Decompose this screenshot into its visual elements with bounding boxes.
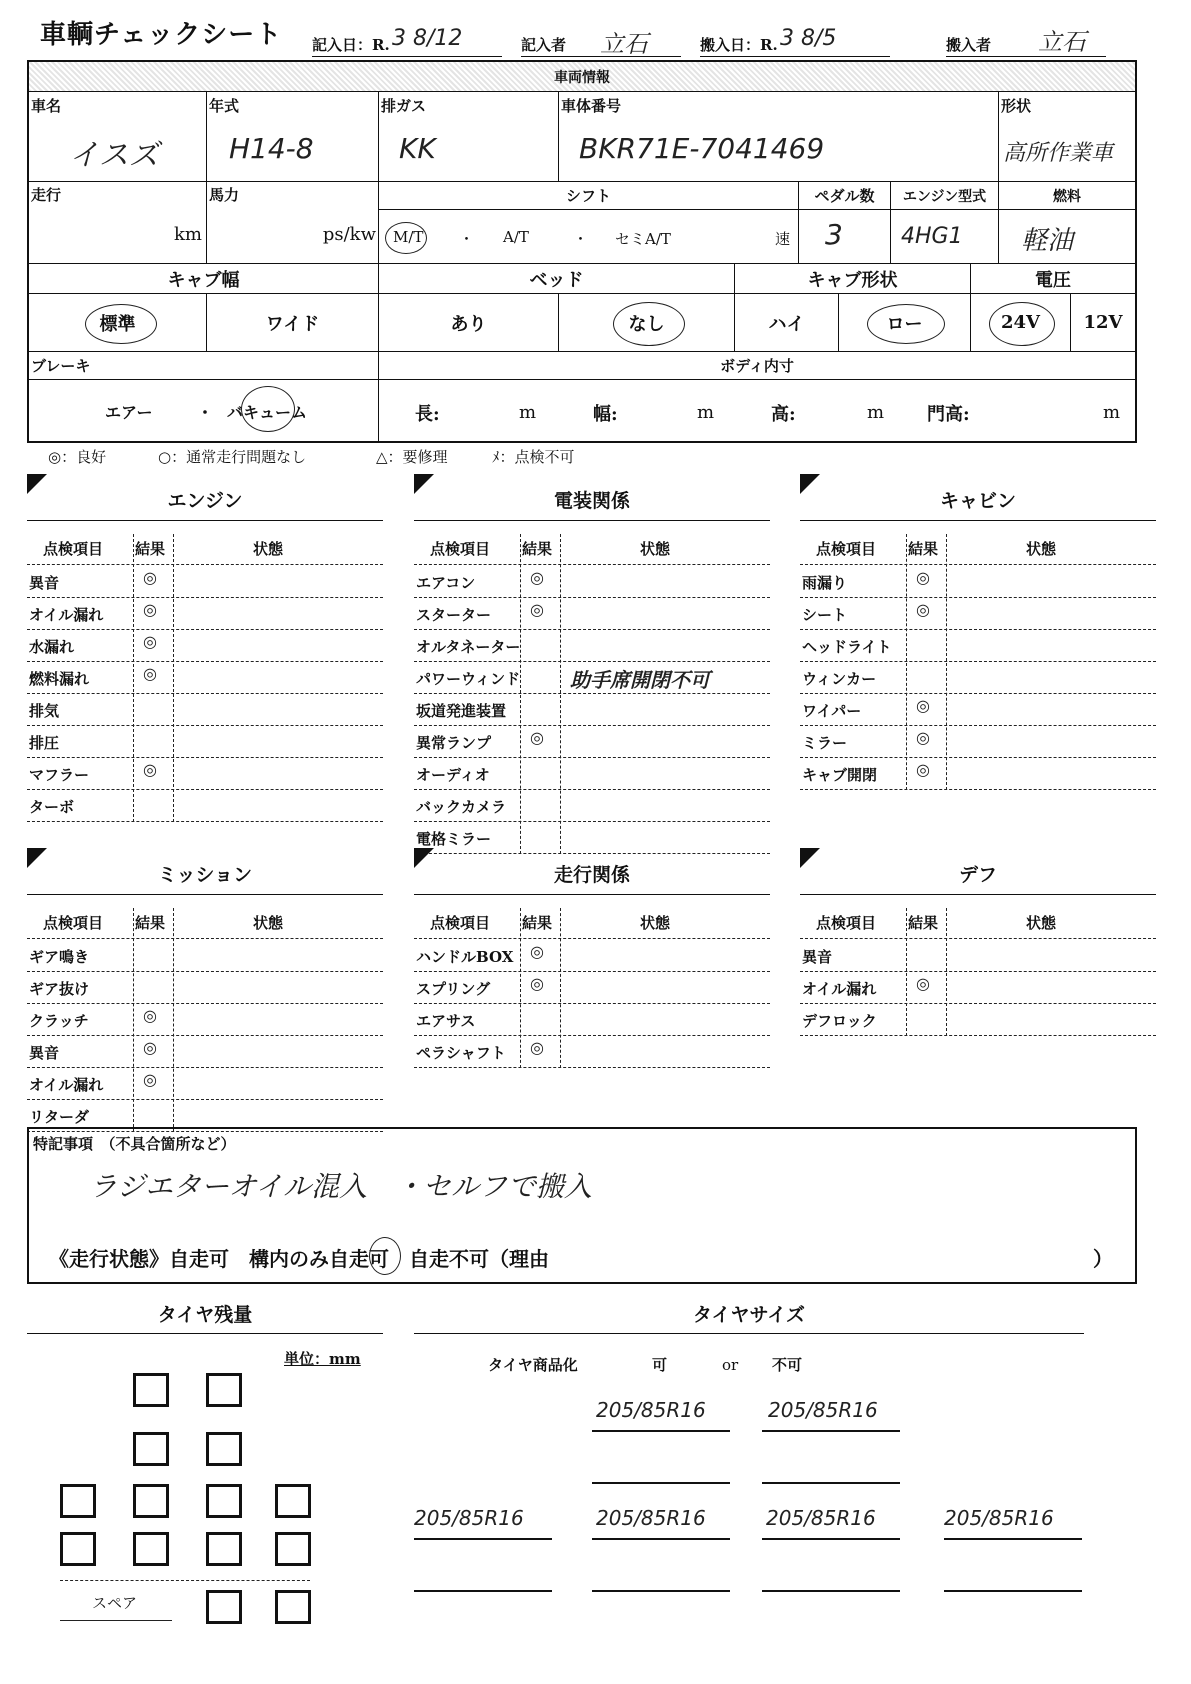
remarks-text: ラジエターオイル混入 ・セルフで搬入 <box>89 1170 592 1203</box>
legend-na: ﾒ：点検不可 <box>492 448 575 466</box>
table-row <box>800 598 1156 630</box>
check-item-label: ワイパー <box>802 702 862 720</box>
cab-high-option <box>735 294 839 352</box>
shift-options-cell <box>379 210 799 264</box>
v24-circle-mark <box>989 302 1055 346</box>
table-row <box>414 822 770 854</box>
brake-air-text: エアー <box>105 403 153 422</box>
running-header-result: 結果 <box>522 914 553 932</box>
spare-divider <box>60 1580 310 1581</box>
running-status-circle-mark <box>369 1237 401 1275</box>
check-item-label: オイル漏れ <box>29 606 104 624</box>
spare-label: スペア <box>92 1594 138 1612</box>
table-row <box>414 758 770 790</box>
chassis-value: BKR71E-7041469 <box>579 132 825 165</box>
check-item-label: スプリング <box>416 980 491 998</box>
table-row <box>414 630 770 662</box>
shape-label: 形状 <box>1001 97 1032 115</box>
cab-low-option <box>839 294 971 352</box>
engine-type-value: 4HG1 <box>901 224 963 249</box>
mileage-unit: km <box>174 224 202 245</box>
mission-header-result: 結果 <box>135 914 166 932</box>
check-item-label: 排圧 <box>29 734 60 752</box>
mission-header-item: 点検項目 <box>43 914 104 932</box>
check-item-label: エアサス <box>416 1012 476 1030</box>
shift-mt-circle-mark <box>385 222 427 254</box>
engine-header-item: 点検項目 <box>43 540 104 558</box>
electric-header-state: 状態 <box>640 540 671 558</box>
check-result-mark: ◎ <box>143 600 157 619</box>
table-row <box>414 1036 770 1068</box>
tire-size-line <box>944 1538 1082 1540</box>
tire-size-line <box>762 1430 900 1432</box>
v24-text: 24V <box>1000 312 1040 333</box>
table-row <box>27 1068 383 1100</box>
year-cell <box>207 92 379 182</box>
v12-option <box>1071 294 1135 352</box>
maker-cell <box>29 92 207 182</box>
legend-ok: ○：通常走行問題なし <box>158 448 307 466</box>
engine-type-header-cell <box>891 182 999 210</box>
check-item-label: オイル漏れ <box>802 980 877 998</box>
cab-wide-option <box>207 294 379 352</box>
engine-header-divider <box>27 564 383 565</box>
table-row <box>27 662 383 694</box>
check-item-label: スターター <box>416 606 492 624</box>
check-result-mark: ◎ <box>916 728 930 747</box>
table-row <box>800 726 1156 758</box>
diff-header-divider <box>800 938 1156 939</box>
entry-person-value: 立石 <box>600 30 648 58</box>
table-row <box>414 972 770 1004</box>
tire-commercial-ok: 可 <box>652 1356 668 1374</box>
tire-size-title: タイヤサイズ <box>692 1304 806 1326</box>
pedal-value-cell <box>799 210 891 264</box>
engine-header-state: 状態 <box>253 540 284 558</box>
table-row <box>27 790 383 822</box>
shape-cell <box>999 92 1135 182</box>
diff-section-title: デフ <box>958 864 997 886</box>
remarks-box <box>27 1127 1137 1284</box>
entry-date-underline <box>312 56 502 57</box>
carry-date-value: 3 8/5 <box>780 26 837 51</box>
mileage-label: 走行 <box>31 186 62 204</box>
check-item-label: 坂道発進装置 <box>416 702 507 720</box>
table-row <box>800 694 1156 726</box>
tire-commercial-label: タイヤ商品化 <box>488 1356 578 1374</box>
check-result-mark: ◎ <box>530 728 544 747</box>
pedal-value: 3 <box>825 218 843 251</box>
tire-size-line <box>592 1538 730 1540</box>
tire-commercial-ng: 不可 <box>772 1356 803 1374</box>
check-result-mark: ◎ <box>143 632 157 651</box>
running-header-state: 状態 <box>640 914 671 932</box>
bed-yes-option <box>379 294 559 352</box>
check-item-label: デフロック <box>802 1012 877 1030</box>
cab-std-circle-mark <box>85 304 157 344</box>
cabin-section-title: キャビン <box>939 490 1016 512</box>
table-row <box>800 1004 1156 1036</box>
check-item-label: バックカメラ <box>416 798 507 816</box>
check-result-mark: ◎ <box>916 568 930 587</box>
table-row <box>27 972 383 1004</box>
mission-header-state: 状態 <box>253 914 284 932</box>
entry-date-value: 3 8/12 <box>392 26 463 51</box>
tire-size-rear-1: 205/85R16 <box>414 1506 524 1530</box>
check-result-mark: ◎ <box>143 1038 157 1057</box>
table-row <box>800 630 1156 662</box>
bed-no-option <box>559 294 735 352</box>
check-item-label: ギア抜け <box>29 980 90 998</box>
body-dims-label: ボディ内寸 <box>720 357 794 375</box>
tire-size-front-1: 205/85R16 <box>596 1398 706 1422</box>
chassis-cell <box>559 92 999 182</box>
check-result-mark: ◎ <box>143 568 157 587</box>
running-header-item: 点検項目 <box>430 914 491 932</box>
table-row <box>414 1004 770 1036</box>
fuel-label: 燃料 <box>1053 188 1081 205</box>
cab-low-circle-mark <box>867 304 945 344</box>
check-item-label: シート <box>802 606 848 624</box>
power-label: 馬力 <box>209 186 240 204</box>
vehicle-info-title: 車両情報 <box>554 69 610 86</box>
check-item-label: マフラー <box>29 766 90 784</box>
tire-box-rear1-inner-left <box>133 1484 169 1518</box>
tire-remaining-title-line <box>27 1333 383 1334</box>
table-row <box>414 790 770 822</box>
shift-at-option: A/T <box>503 228 529 246</box>
engine-type-value-cell <box>891 210 999 264</box>
tire-box-rear2-inner-right <box>206 1532 242 1566</box>
width-unit: m <box>697 402 715 423</box>
table-row <box>800 940 1156 972</box>
maker-label: 車名 <box>31 97 62 115</box>
tire-box-rear1-outer-right <box>275 1484 311 1518</box>
mission-header-divider <box>27 938 383 939</box>
carry-person-underline <box>946 56 1106 57</box>
tire-size-line <box>592 1482 730 1484</box>
table-row <box>27 694 383 726</box>
engine-type-label: エンジン型式 <box>902 188 987 205</box>
table-row <box>27 566 383 598</box>
tire-size-rear-3: 205/85R16 <box>766 1506 876 1530</box>
tire-box-rear1-outer-left <box>60 1484 96 1518</box>
check-item-label: 排気 <box>29 702 60 720</box>
fuel-value: 軽油 <box>1021 226 1074 256</box>
running-status-close: ） <box>1093 1247 1113 1271</box>
table-row <box>414 694 770 726</box>
check-item-label: パワーウィンド <box>416 670 521 688</box>
vehicle-info-band <box>29 62 1135 92</box>
v24-option <box>971 294 1071 352</box>
emission-value: KK <box>399 132 436 165</box>
check-item-label: ターボ <box>29 798 75 816</box>
mission-section-title-line <box>27 894 383 895</box>
cab-width-label: キャブ幅 <box>167 269 240 291</box>
carry-date-label: 搬入日：R. <box>700 36 778 54</box>
table-row <box>27 940 383 972</box>
cabin-header-result: 結果 <box>908 540 939 558</box>
diff-header-result: 結果 <box>908 914 939 932</box>
check-item-label: ペラシャフト <box>416 1044 506 1062</box>
remarks-label: 特記事項 （不具合箇所など） <box>33 1135 236 1153</box>
check-item-label: ミラー <box>802 734 848 752</box>
height-unit: m <box>867 402 885 423</box>
table-row <box>414 598 770 630</box>
table-row <box>414 566 770 598</box>
check-result-mark: ◎ <box>143 664 157 683</box>
tire-box-rear2-outer-left <box>60 1532 96 1566</box>
shift-mt-option: M/T <box>393 228 424 246</box>
check-item-label: ヘッドライト <box>802 638 892 656</box>
table-row <box>27 758 383 790</box>
check-item-label: 異音 <box>29 1044 60 1062</box>
electric-header-item: 点検項目 <box>430 540 491 558</box>
shift-separator: ・ <box>459 230 475 248</box>
body-dims-cell <box>379 380 1135 441</box>
engine-section-title: エンジン <box>167 490 243 512</box>
table-row <box>414 726 770 758</box>
shift-semi-option: セミA/T <box>615 230 671 248</box>
body-dims-header <box>379 352 1135 380</box>
tire-size-rear-2: 205/85R16 <box>596 1506 706 1530</box>
check-item-label: 電格ミラー <box>416 830 492 848</box>
width-label: 幅: <box>593 404 618 425</box>
tire-size-front-2: 205/85R16 <box>768 1398 878 1422</box>
electric-header-divider <box>414 564 770 565</box>
pedal-unit: 速 <box>775 230 791 248</box>
tire-size-title-line <box>414 1333 1084 1334</box>
brake-label: ブレーキ <box>31 357 91 375</box>
table-row <box>800 662 1156 694</box>
bed-label: ベッド <box>529 269 584 291</box>
entry-person-label: 記入者 <box>521 36 567 54</box>
brake-vacuum-circle-mark <box>241 386 295 432</box>
brake-separator: ・ <box>197 403 214 422</box>
running-status-label: 《走行状態》自走可 構内のみ自走可 自走不可（理由 <box>49 1247 549 1271</box>
check-result-mark: ◎ <box>143 1006 157 1025</box>
tire-box-2-right <box>206 1432 242 1466</box>
table-row <box>27 598 383 630</box>
tire-size-line <box>762 1538 900 1540</box>
cabin-header-divider <box>800 564 1156 565</box>
pedal-label: ペダル数 <box>814 187 875 205</box>
tire-size-line <box>762 1590 900 1592</box>
legend-good: ◎：良好 <box>48 448 107 466</box>
brake-vacuum-text: バキューム <box>227 403 308 422</box>
table-row <box>800 758 1156 790</box>
carry-date-underline <box>700 56 890 57</box>
tire-box-2-left <box>133 1432 169 1466</box>
check-result-mark: ◎ <box>916 760 930 779</box>
running-header-divider <box>414 938 770 939</box>
entry-date-label: 記入日：R. <box>312 36 390 54</box>
cab-std-text: 標準 <box>99 313 136 335</box>
check-item-label: クラッチ <box>29 1012 89 1030</box>
diff-header-state: 状態 <box>1026 914 1057 932</box>
check-result-mark: ◎ <box>916 600 930 619</box>
bed-yes-text: あり <box>450 313 487 335</box>
chassis-label: 車体番号 <box>561 97 622 115</box>
spare-label-underline <box>60 1620 172 1621</box>
engine-header-result: 結果 <box>135 540 166 558</box>
cab-wide-text: ワイド <box>265 313 320 335</box>
table-row <box>27 726 383 758</box>
maker-value: イスズ <box>69 138 159 173</box>
tire-box-rear2-inner-left <box>133 1532 169 1566</box>
shift-label: シフト <box>565 187 611 205</box>
tire-commercial-or: or <box>722 1356 739 1374</box>
tire-remaining-title: タイヤ残量 <box>157 1304 253 1326</box>
check-result-mark: ◎ <box>530 600 544 619</box>
emission-label: 排ガス <box>381 97 427 115</box>
cabin-header-state: 状態 <box>1026 540 1057 558</box>
brake-options-cell <box>29 380 379 441</box>
cab-low-text: ロー <box>886 313 923 335</box>
v12-text: 12V <box>1083 312 1123 333</box>
check-item-label: オルタネーター <box>416 638 521 656</box>
check-item-label: ギア鳴き <box>29 948 90 966</box>
pedal-header-cell <box>799 182 891 210</box>
fuel-value-cell <box>999 210 1135 264</box>
table-row <box>414 940 770 972</box>
tire-size-line <box>944 1590 1082 1592</box>
shape-value: 高所作業車 <box>1003 141 1114 166</box>
tire-unit-label: 単位：mm <box>284 1350 361 1368</box>
check-result-mark: ◎ <box>530 942 544 961</box>
electric-header-result: 結果 <box>522 540 553 558</box>
check-item-label: オイル漏れ <box>29 1076 104 1094</box>
check-item-label: ハンドルBOX <box>416 948 514 966</box>
table-row <box>414 662 770 694</box>
shift-header-cell <box>379 182 799 210</box>
emission-cell <box>379 92 559 182</box>
check-result-mark: ◎ <box>916 696 930 715</box>
year-value: H14-8 <box>229 132 314 165</box>
tire-box-spare-right <box>275 1590 311 1624</box>
check-item-label: オーディオ <box>416 766 490 784</box>
check-item-label: 異音 <box>802 948 833 966</box>
tire-size-line <box>414 1538 552 1540</box>
vehicle-info-box <box>27 60 1137 443</box>
fuel-header-cell <box>999 182 1135 210</box>
tire-box-front-left <box>133 1373 169 1407</box>
check-result-mark: ◎ <box>916 974 930 993</box>
cab-high-text: ハイ <box>768 313 805 335</box>
tire-size-line <box>762 1482 900 1484</box>
table-row <box>27 630 383 662</box>
cab-std-option <box>29 294 207 352</box>
running-section-title: 走行関係 <box>553 864 630 886</box>
door-height-unit: m <box>1103 402 1121 423</box>
cabin-section-title-line <box>800 520 1156 521</box>
electric-section-title-line <box>414 520 770 521</box>
check-state-text: 助手席開閉不可 <box>570 668 710 692</box>
check-item-label: エアコン <box>416 574 476 592</box>
cab-shape-header <box>735 264 971 294</box>
diff-header-item: 点検項目 <box>816 914 877 932</box>
tire-size-line <box>592 1430 730 1432</box>
table-row <box>27 1004 383 1036</box>
cab-width-header <box>29 264 379 294</box>
legend-repair: △：要修理 <box>376 448 448 466</box>
check-result-mark: ◎ <box>143 760 157 779</box>
tire-box-spare-left <box>206 1590 242 1624</box>
power-cell <box>207 182 379 264</box>
year-label: 年式 <box>209 97 240 115</box>
tire-box-front-right <box>206 1373 242 1407</box>
voltage-header <box>971 264 1135 294</box>
entry-person-underline <box>521 56 681 57</box>
brake-header <box>29 352 379 380</box>
table-row <box>800 972 1156 1004</box>
mission-section-title: ミッション <box>157 864 253 886</box>
check-item-label: 異常ランプ <box>416 734 492 752</box>
running-section-title-line <box>414 894 770 895</box>
tire-size-line <box>414 1590 552 1592</box>
power-unit: ps/kw <box>322 224 376 245</box>
cabin-header-item: 点検項目 <box>816 540 877 558</box>
check-result-mark: ◎ <box>143 1070 157 1089</box>
carry-person-value: 立石 <box>1038 28 1086 56</box>
check-item-label: 水漏れ <box>29 638 75 656</box>
bed-no-text: なし <box>628 313 665 335</box>
tire-box-rear2-outer-right <box>275 1532 311 1566</box>
check-item-label: 異音 <box>29 574 60 592</box>
cab-shape-label: キャブ形状 <box>807 269 898 291</box>
check-item-label: 雨漏り <box>802 574 848 592</box>
table-row <box>800 566 1156 598</box>
table-row <box>27 1036 383 1068</box>
check-item-label: キャブ開閉 <box>802 766 878 784</box>
carry-person-label: 搬入者 <box>946 36 992 54</box>
check-result-mark: ◎ <box>530 1038 544 1057</box>
diff-section-title-line <box>800 894 1156 895</box>
height-label: 高: <box>771 404 796 425</box>
tire-size-rear-4: 205/85R16 <box>944 1506 1054 1530</box>
bed-no-circle-mark <box>613 302 685 346</box>
electric-section-title: 電装関係 <box>553 490 630 512</box>
check-item-label: ウィンカー <box>802 670 877 688</box>
check-result-mark: ◎ <box>530 568 544 587</box>
check-item-label: 燃料漏れ <box>29 670 90 688</box>
tire-size-line <box>592 1590 730 1592</box>
door-height-label: 門高: <box>927 404 970 425</box>
bed-header <box>379 264 735 294</box>
page-title: 車輌チェックシート <box>40 20 283 50</box>
mileage-cell <box>29 182 207 264</box>
engine-section-title-line <box>27 520 383 521</box>
check-result-mark: ◎ <box>530 974 544 993</box>
length-unit: m <box>519 402 537 423</box>
check-item-label: リターダ <box>29 1108 90 1126</box>
tire-box-rear1-inner-right <box>206 1484 242 1518</box>
voltage-label: 電圧 <box>1035 269 1071 291</box>
shift-separator: ・ <box>573 230 589 248</box>
length-label: 長: <box>415 404 440 425</box>
